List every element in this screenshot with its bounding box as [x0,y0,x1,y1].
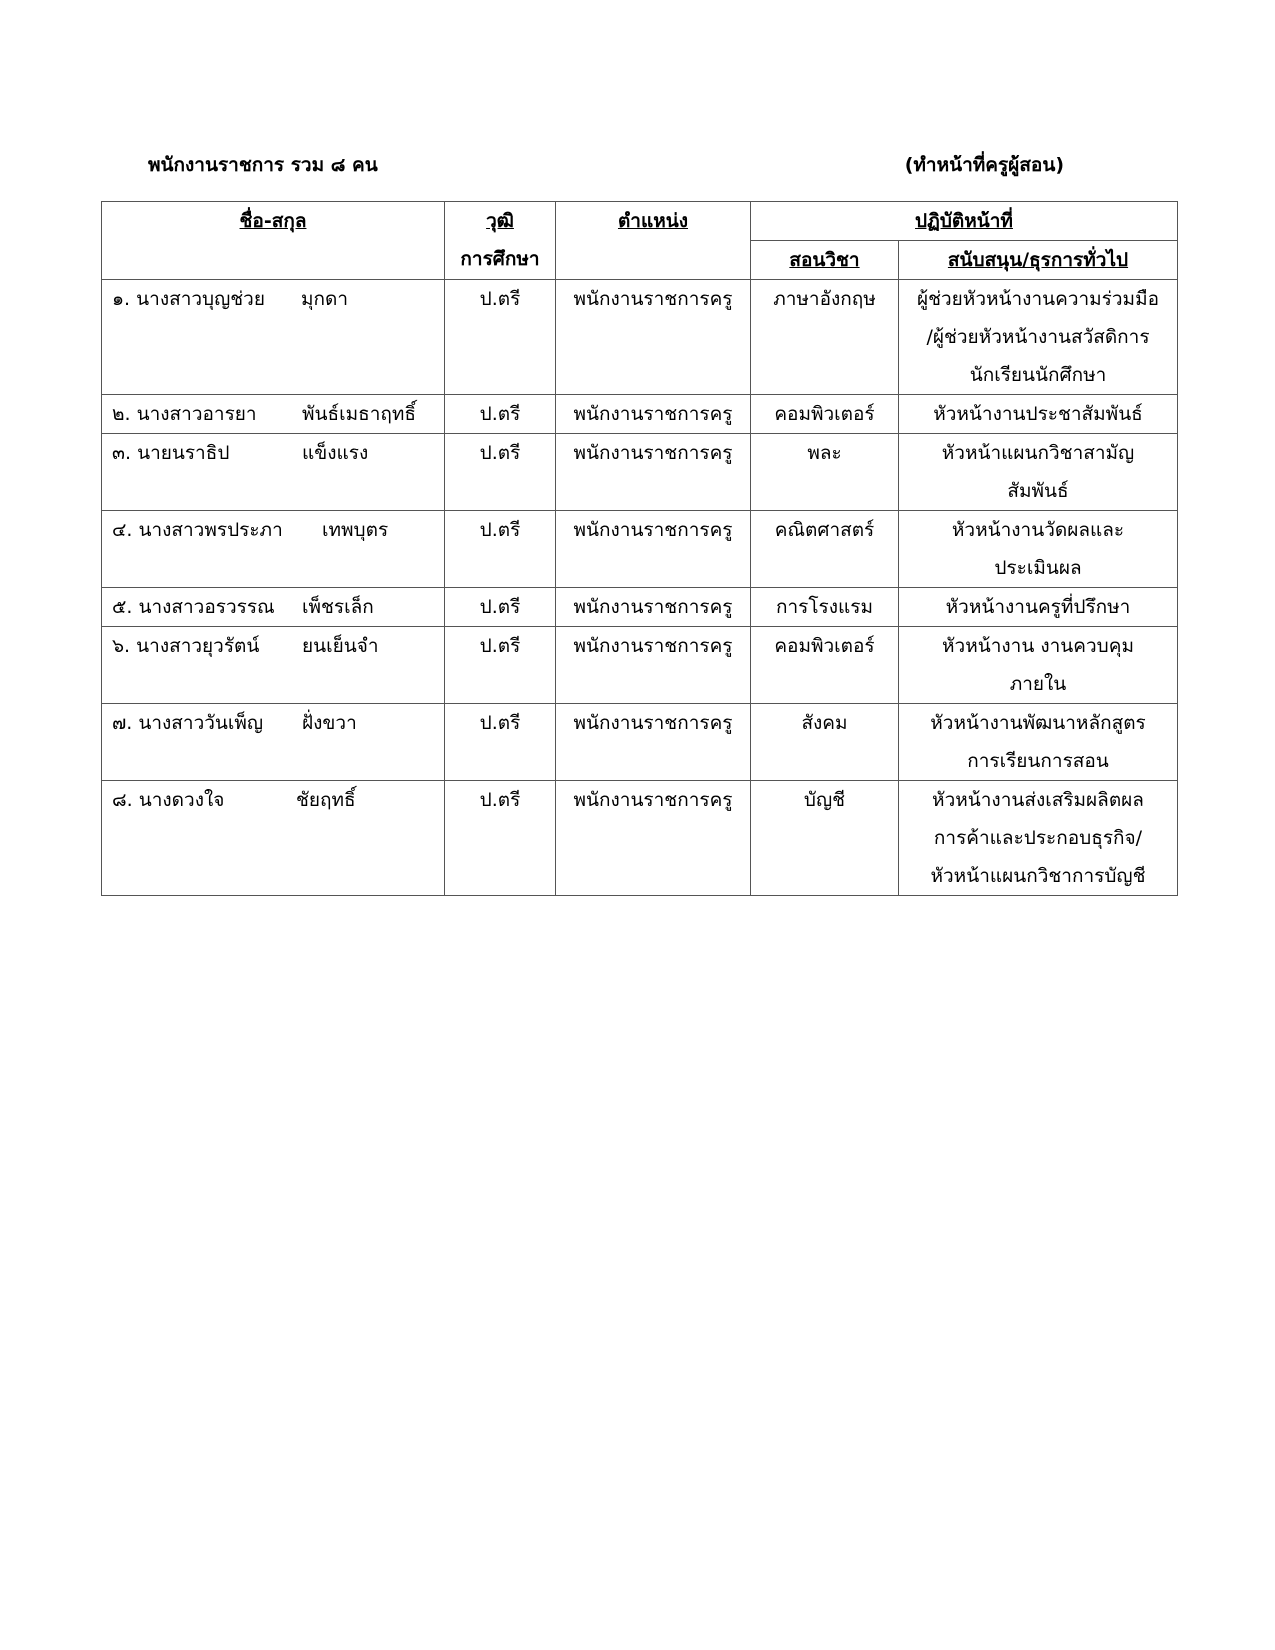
cell-education: ป.ตรี [445,434,556,511]
cell-name [102,280,445,395]
header-teach-subject: สอนวิชา [751,241,899,280]
first-name: นางสาวยุวรัตน์ [136,635,260,657]
staff-table [101,201,1178,896]
cell-name [102,704,445,781]
cell-position: พนักงานราชการครู [556,704,751,781]
cell-subject: คณิตศาสตร์ [751,511,899,588]
cell-subject: สังคม [751,704,899,781]
cell-position: พนักงานราชการครู [556,434,751,511]
cell-education: ป.ตรี [445,395,556,434]
header-duty-group: ปฏิบัติหน้าที่ [751,202,1178,241]
cell-subject: คอมพิวเตอร์ [751,627,899,704]
duty-line: หัวหน้างานประชาสัมพันธ์ [933,403,1143,425]
cell-subject: พละ [751,434,899,511]
first-name: นายนราธิป [137,442,230,464]
row-number: ๒. [112,403,131,425]
cell-name [102,781,445,896]
table-row [102,395,1178,434]
table-row [102,511,1178,588]
cell-name [102,395,445,434]
row-number: ๑. [112,288,131,310]
role-heading: (ทำหน้าที่ครูผู้สอน) [904,154,1064,176]
cell-education: ป.ตรี [445,588,556,627]
duty-line: สัมพันธ์ [1007,480,1069,502]
staff-count-heading: พนักงานราชการ รวม ๘ คน [148,154,378,176]
row-number: ๓. [112,442,132,464]
last-name: มุกดา [301,288,349,310]
cell-position: พนักงานราชการครู [556,395,751,434]
duty-line: หัวหน้างานครูที่ปรึกษา [945,596,1131,618]
table-row [102,627,1178,704]
duty-line: หัวหน้างานวัดผลและ [951,519,1125,541]
first-name: นางสาวอรวรรณ [138,596,275,618]
first-name: นางสาวพรประภา [138,519,283,541]
row-number: ๗. [112,712,133,734]
cell-duty [899,781,1178,896]
last-name: เพ็ชรเล็ก [302,596,374,618]
cell-position: พนักงานราชการครู [556,280,751,395]
last-name: พันธ์เมธาฤทธิ์ [302,403,417,425]
cell-position: พนักงานราชการครู [556,511,751,588]
header-position: ตำแหน่ง [556,202,751,280]
cell-education: ป.ตรี [445,511,556,588]
row-number: ๔. [112,519,133,541]
cell-education: ป.ตรี [445,781,556,896]
cell-duty [899,588,1178,627]
duty-line: หัวหน้างาน งานควบคุม [942,635,1134,657]
cell-subject: ภาษาอังกฤษ [751,280,899,395]
last-name: เทพบุตร [322,519,389,541]
cell-subject: การโรงแรม [751,588,899,627]
cell-name [102,627,445,704]
duty-line: หัวหน้างานพัฒนาหลักสูตร [930,712,1146,734]
header-education: วุฒิ การศึกษา [445,202,556,280]
cell-duty [899,434,1178,511]
last-name: แข็งแรง [302,442,369,464]
row-number: ๖. [112,635,131,657]
last-name: ยนเย็นจำ [302,635,379,657]
duty-line: หัวหน้างานส่งเสริมผลิตผล [932,789,1144,811]
last-name: ฝั่งขวา [302,712,357,734]
duty-line: ประเมินผล [994,557,1082,579]
cell-position: พนักงานราชการครู [556,627,751,704]
cell-name [102,588,445,627]
duty-line: หัวหน้าแผนกวิชาการบัญชี [930,865,1146,887]
cell-position: พนักงานราชการครู [556,588,751,627]
table-row [102,781,1178,896]
duty-line: การเรียนการสอน [967,750,1109,772]
cell-education: ป.ตรี [445,704,556,781]
first-name: นางสาววันเพ็ญ [138,712,264,734]
header-name: ชื่อ-สกุล [102,202,445,280]
cell-education: ป.ตรี [445,627,556,704]
table-row [102,704,1178,781]
cell-subject: บัญชี [751,781,899,896]
table-row [102,280,1178,395]
header-support: สนับสนุน/ธุรการทั่วไป [899,241,1178,280]
cell-position: พนักงานราชการครู [556,781,751,896]
duty-line: ภายใน [1009,673,1067,695]
row-number: ๘. [112,789,133,811]
cell-name [102,434,445,511]
cell-duty [899,627,1178,704]
first-name: นางสาวบุญช่วย [136,288,265,310]
cell-duty [899,704,1178,781]
cell-duty [899,395,1178,434]
duty-line: ผู้ช่วยหัวหน้างานความร่วมมือ [916,288,1160,310]
duty-line: หัวหน้าแผนกวิชาสามัญ [941,442,1135,464]
table-row [102,434,1178,511]
cell-duty [899,280,1178,395]
duty-line: /ผู้ช่วยหัวหน้างานสวัสดิการ [926,326,1150,348]
cell-education: ป.ตรี [445,280,556,395]
last-name: ชัยฤทธิ์ [296,789,356,811]
table-row [102,588,1178,627]
cell-duty [899,511,1178,588]
duty-line: การค้าและประกอบธุรกิจ/ [933,827,1143,849]
cell-name [102,511,445,588]
row-number: ๕. [112,596,133,618]
first-name: นางดวงใจ [138,789,225,811]
first-name: นางสาวอารยา [136,403,257,425]
duty-line: นักเรียนนักศึกษา [969,364,1107,386]
cell-subject: คอมพิวเตอร์ [751,395,899,434]
staff-table-body [102,280,1178,896]
